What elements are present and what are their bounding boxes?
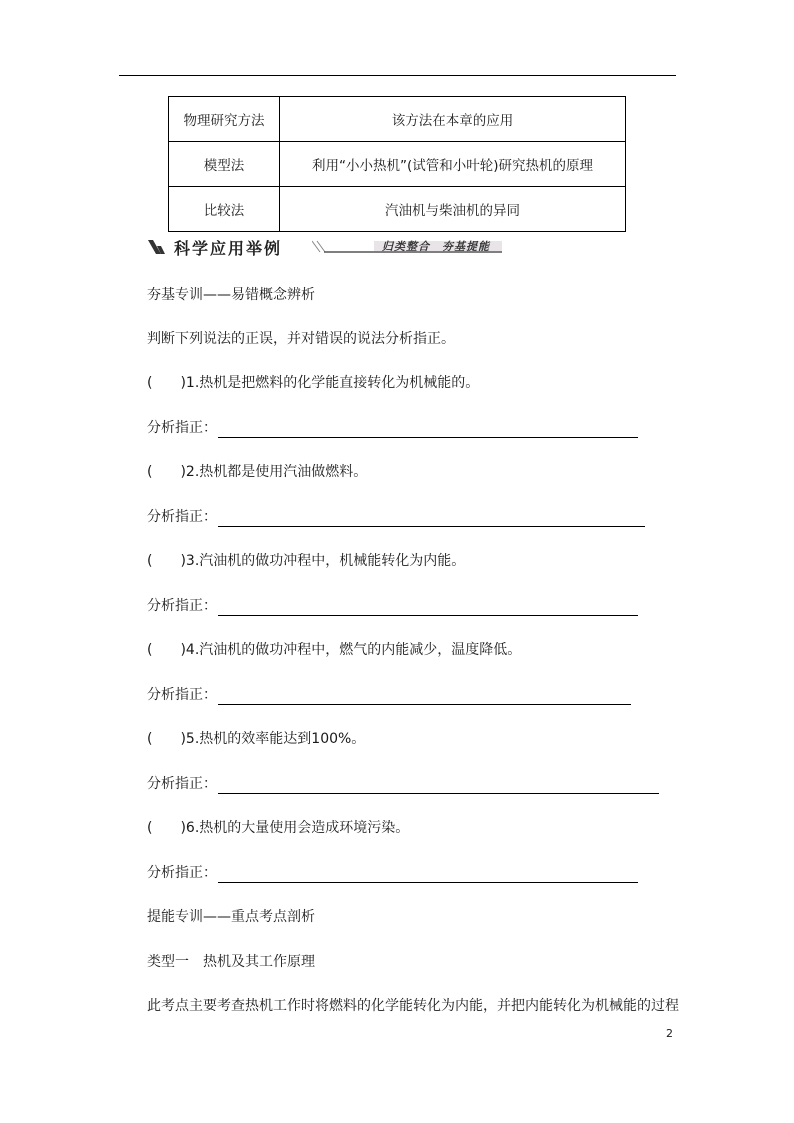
banner-title: 科学应用举例 [174, 239, 283, 258]
instruction-text: 判断下列说法的正误，并对错误的说法分析指正。 [147, 331, 455, 347]
answer-label: 分析指正： [147, 776, 217, 792]
table-cell: 模型法 [169, 142, 280, 187]
question-3: ( )3.汽油机的做功冲程中，机械能转化为内能。 [147, 553, 466, 569]
answer-line-5 [147, 774, 659, 794]
page-number: 2 [666, 1027, 673, 1040]
table-cell: 利用“小小热机”(试管和小叶轮)研究热机的原理 [280, 142, 626, 187]
section1-title: 夯基专训——易错概念辨析 [147, 287, 315, 303]
answer-label: 分析指正： [147, 420, 217, 436]
table-header-row [169, 97, 626, 142]
answer-label: 分析指正： [147, 509, 217, 525]
question-1: ( )1.热机是把燃料的化学能直接转化为机械能的。 [147, 375, 480, 391]
question-5: ( )5.热机的效率能达到100%。 [147, 731, 366, 747]
table-row [169, 187, 626, 232]
answer-blank[interactable] [218, 779, 659, 794]
answer-line-4 [147, 685, 631, 705]
section2-title: 提能专训——重点考点剖析 [147, 909, 315, 925]
answer-blank[interactable] [218, 512, 645, 527]
table-cell: 物理研究方法 [169, 97, 280, 142]
answer-label: 分析指正： [147, 687, 217, 703]
banner-subtitle: 归类整合 夯基提能 [382, 240, 490, 253]
table-cell: 比较法 [169, 187, 280, 232]
table-cell: 该方法在本章的应用 [280, 97, 626, 142]
answer-blank[interactable] [218, 423, 638, 438]
answer-line-6 [147, 863, 638, 883]
slash-marks-icon [146, 238, 168, 256]
question-6: ( )6.热机的大量使用会造成环境污染。 [147, 820, 410, 836]
answer-blank[interactable] [218, 601, 638, 616]
table-cell: 汽油机与柴油机的异同 [280, 187, 626, 232]
header-rule [119, 75, 676, 76]
question-2: ( )2.热机都是使用汽油做燃料。 [147, 464, 368, 480]
answer-line-1 [147, 418, 638, 438]
answer-line-2 [147, 507, 645, 527]
question-4: ( )4.汽油机的做功冲程中，燃气的内能减少，温度降低。 [147, 642, 522, 658]
answer-blank[interactable] [218, 868, 638, 883]
methods-table [168, 96, 626, 232]
answer-label: 分析指正： [147, 865, 217, 881]
answer-label: 分析指正： [147, 598, 217, 614]
section-banner [146, 236, 506, 258]
paragraph-text: 此考点主要考查热机工作时将燃料的化学能转化为内能，并把内能转化为机械能的过程 [147, 998, 679, 1014]
type-heading: 类型一 热机及其工作原理 [147, 954, 315, 970]
table-row [169, 142, 626, 187]
answer-line-3 [147, 596, 638, 616]
answer-blank[interactable] [218, 690, 631, 705]
